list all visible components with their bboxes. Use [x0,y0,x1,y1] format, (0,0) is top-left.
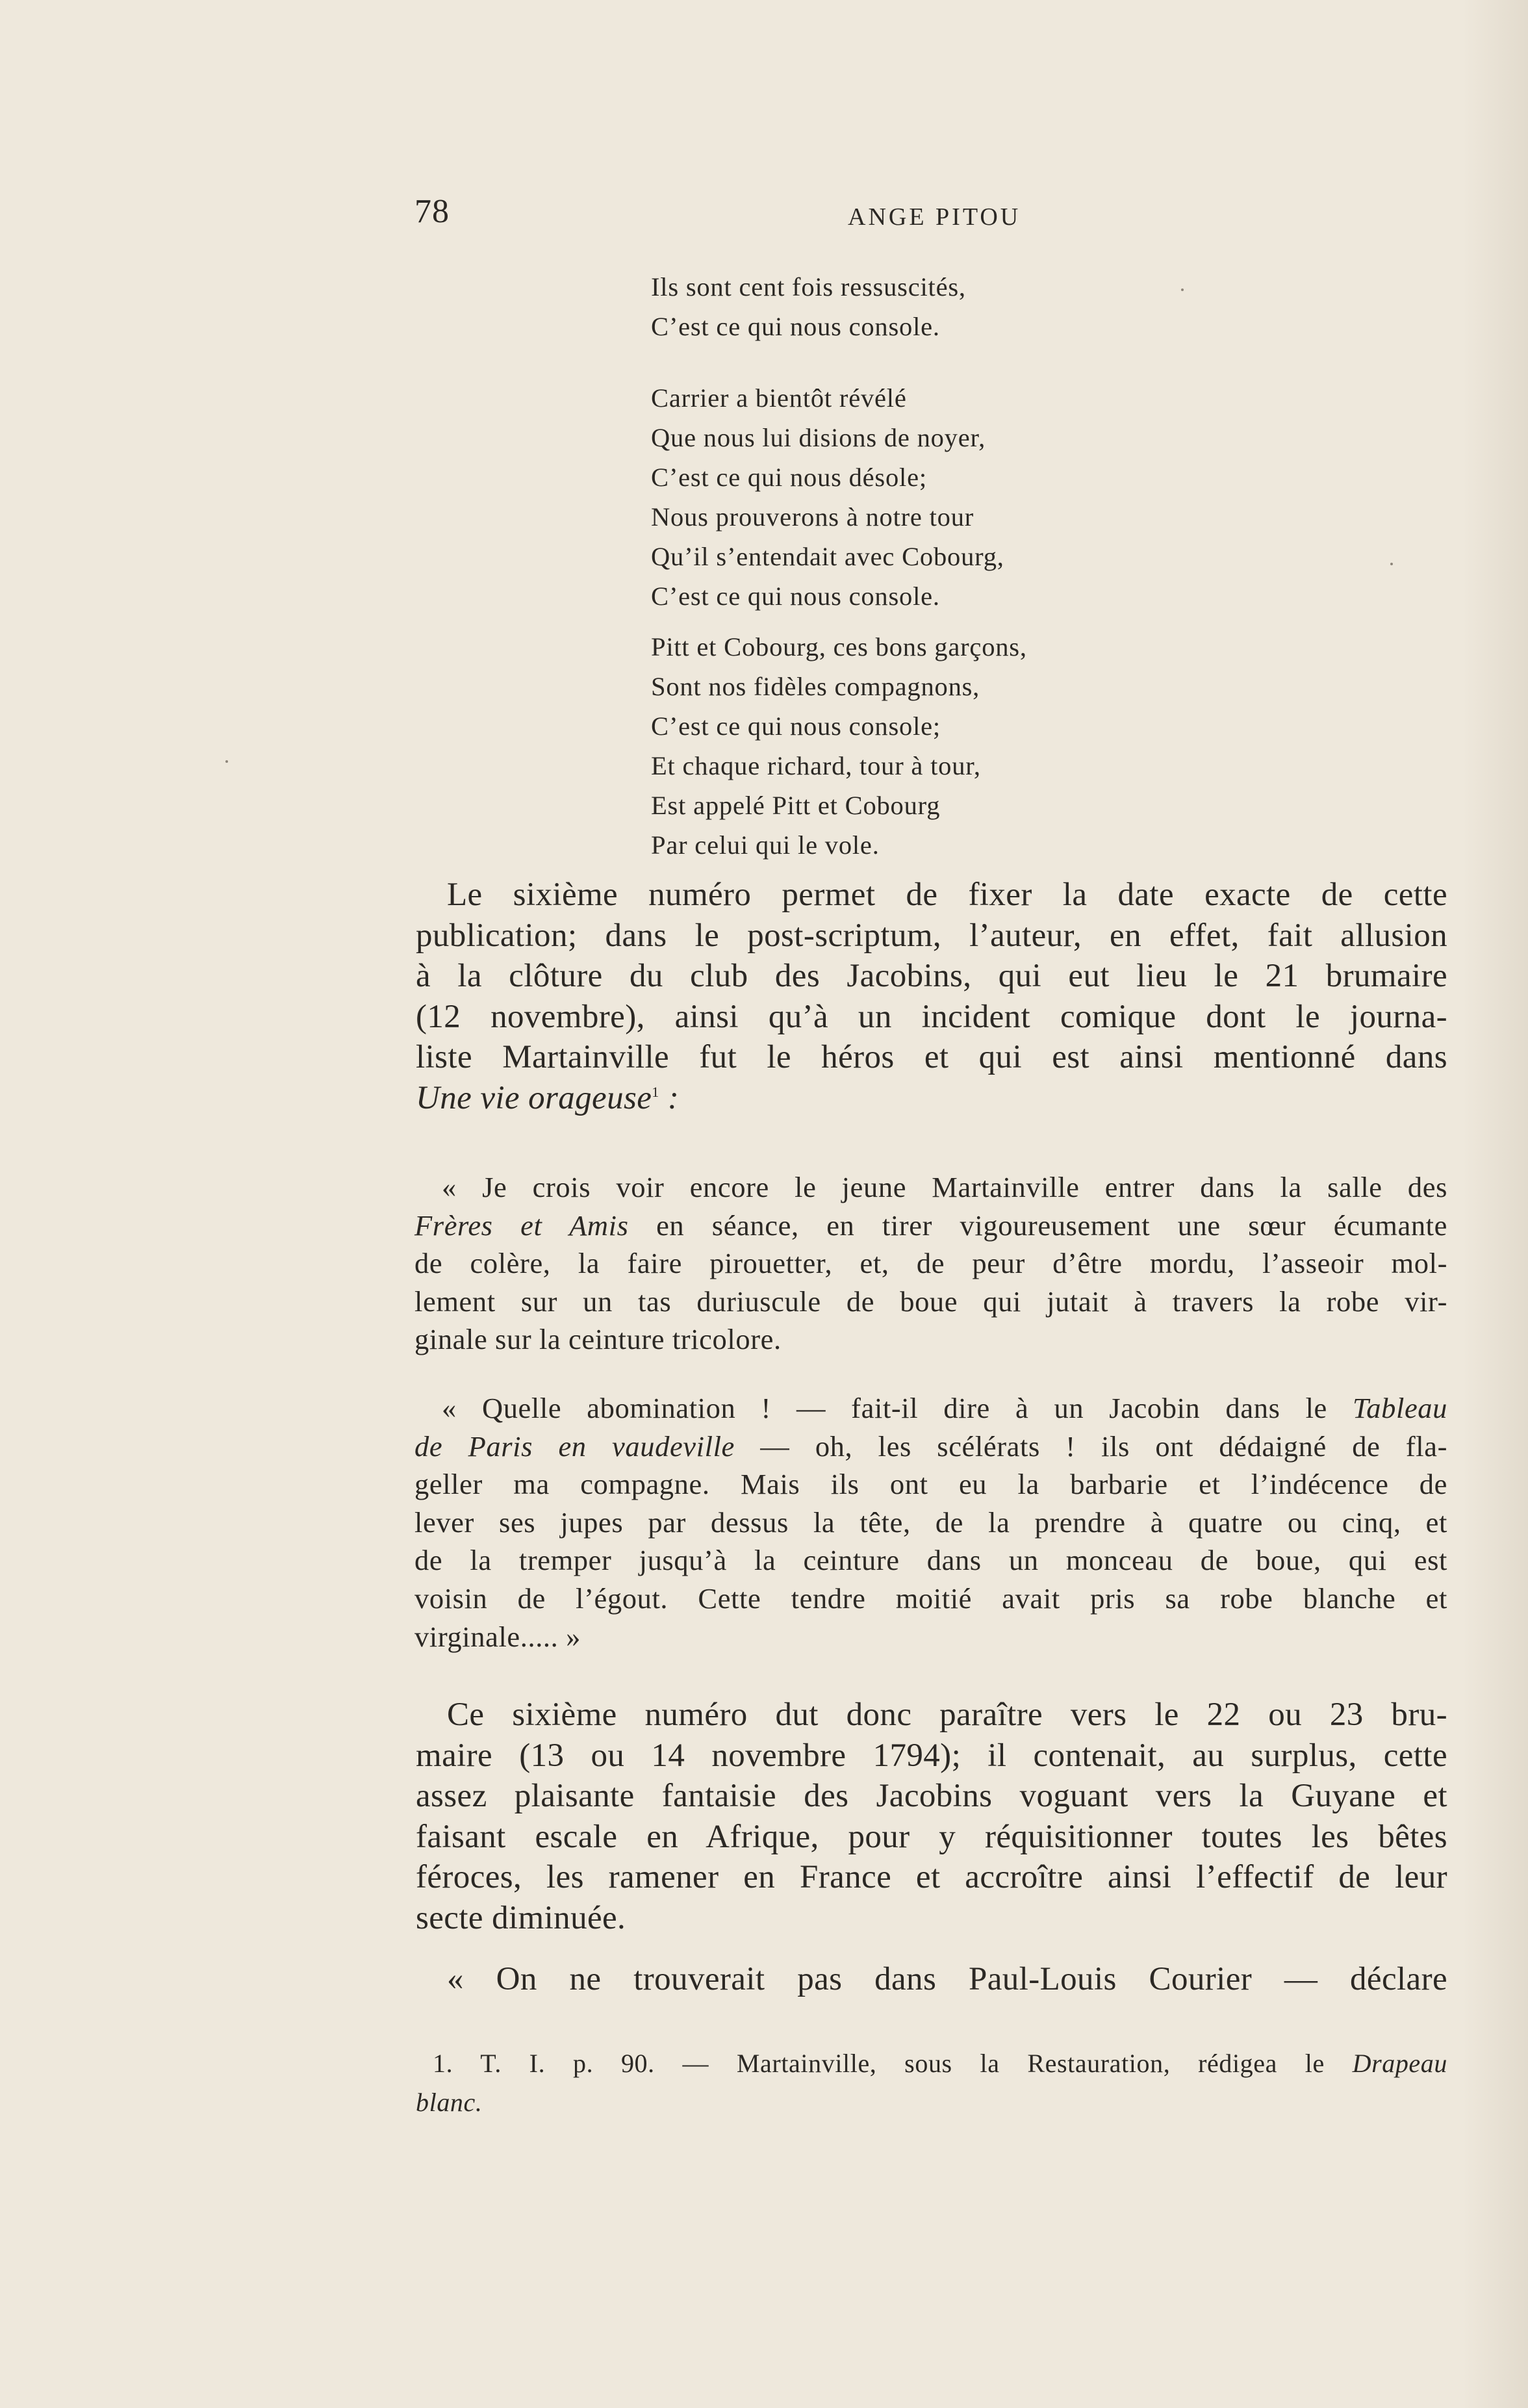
paragraph-line: maire (13 ou 14 novembre 1794); il contenait, au surplus, cette [416,1737,1447,1774]
paragraph-line: secte diminuée. [416,1899,626,1936]
footnote-line: 1. T. I. p. 90. — Martainville, sous la Restauration, rédigea le Drapeau [433,2049,1447,2078]
quote-line: de la tremper jusqu’à la ceinture dans un monceau de boue, qui est [414,1544,1447,1577]
paragraph-line: publication; dans le post-scriptum, l’auteur, en effet, fait allusion [416,917,1447,954]
verse-line: Que nous lui disions de noyer, [651,423,986,452]
paragraph-3 [416,1959,1447,2000]
footnote-line: blanc. [416,2088,483,2117]
paragraph-line: Une vie orageuse$^1$ : [416,1079,680,1116]
quote-1 [414,1168,1447,1359]
paper-speck [1181,288,1184,291]
paragraph-line: faisant escale en Afrique, pour y réquisitionner toutes les bêtes [416,1818,1447,1855]
quote-line: de Paris en vaudeville — oh, les scélérats ! ils ont dédaigné de fla- [414,1429,1447,1463]
paragraph-line: Ce sixième numéro dut donc paraître vers le 22 ou 23 bru- [447,1697,1447,1733]
verse-line: Sont nos fidèles compagnons, [651,672,980,701]
verse-line: Par celui qui le vole. [651,830,880,860]
running-title: ANGE PITOU [848,203,1021,231]
paragraph-1 [416,875,1447,1118]
verse-line: Est appelé Pitt et Cobourg [651,791,941,820]
paragraph-line: à la clôture du club des Jacobins, qui eut lieu le 21 brumaire [416,958,1447,994]
footnote-reference: 1 [652,1083,659,1100]
book-title: Une vie orageuse [416,1079,652,1116]
paragraph-line: liste Martainville fut le héros et qui est ainsi mentionné dans [416,1039,1447,1075]
verse-line: Carrier a bientôt révélé [651,383,907,413]
quote-line: lever ses jupes par dessus la tête, de la prendre à quatre ou cinq, et [414,1505,1447,1539]
paper-speck [1390,563,1393,565]
footnote [416,2044,1447,2122]
paragraph-line: Le sixième numéro permet de fixer la date exacte de cette [447,877,1447,913]
quote-line: Frères et Amis en séance, en tirer vigoureusement une sœur écumante [414,1209,1447,1242]
page-number: 78 [414,193,450,230]
verse-line: C’est ce qui nous console; [651,711,941,741]
quote-line: geller ma compagne. Mais ils ont eu la barbarie et l’indécence de [414,1468,1447,1501]
quote-line: virginale..... » [414,1620,581,1653]
verse-stanza-2 [651,378,1004,616]
verse-stanza-1 [651,267,966,346]
paragraph-2 [416,1695,1447,1938]
paper-speck [225,760,228,763]
verse-stanza-3 [651,627,1027,865]
verse-line: C’est ce qui nous console. [651,312,940,341]
verse-line: Ils sont cent fois ressuscités, [651,272,966,301]
quote-2 [414,1389,1447,1656]
paragraph-line: « On ne trouverait pas dans Paul-Louis Courier — déclare [447,1961,1447,1997]
quote-line: ginale sur la ceinture tricolore. [414,1323,782,1356]
verse-line: Qu’il s’entendait avec Cobourg, [651,542,1004,571]
verse-line: Pitt et Cobourg, ces bons garçons, [651,632,1027,661]
quote-line: lement sur un tas duriuscule de boue qui jutait à travers la robe vir- [414,1285,1447,1318]
quote-line: voisin de l’égout. Cette tendre moitié avait pris sa robe blanche et [414,1582,1447,1615]
quote-line: de colère, la faire pirouetter, et, de peur d’être mordu, l’asseoir mol- [414,1247,1447,1280]
paragraph-line: féroces, les ramener en France et accroître ainsi l’effectif de leur [416,1859,1447,1895]
quote-line: « Quelle abomination ! — fait-il dire à un Jacobin dans le Tableau [442,1392,1447,1424]
verse-line: C’est ce qui nous désole; [651,463,927,492]
verse-line: C’est ce qui nous console. [651,582,940,611]
paragraph-line: (12 novembre), ainsi qu’à un incident comique dont le journa- [416,998,1447,1035]
verse-line: Nous prouverons à notre tour [651,502,974,532]
paragraph-line: assez plaisante fantaisie des Jacobins voguant vers la Guyane et [416,1778,1447,1814]
quote-line: « Je crois voir encore le jeune Martainville entrer dans la salle des [442,1171,1447,1203]
verse-line: Et chaque richard, tour à tour, [651,751,981,780]
